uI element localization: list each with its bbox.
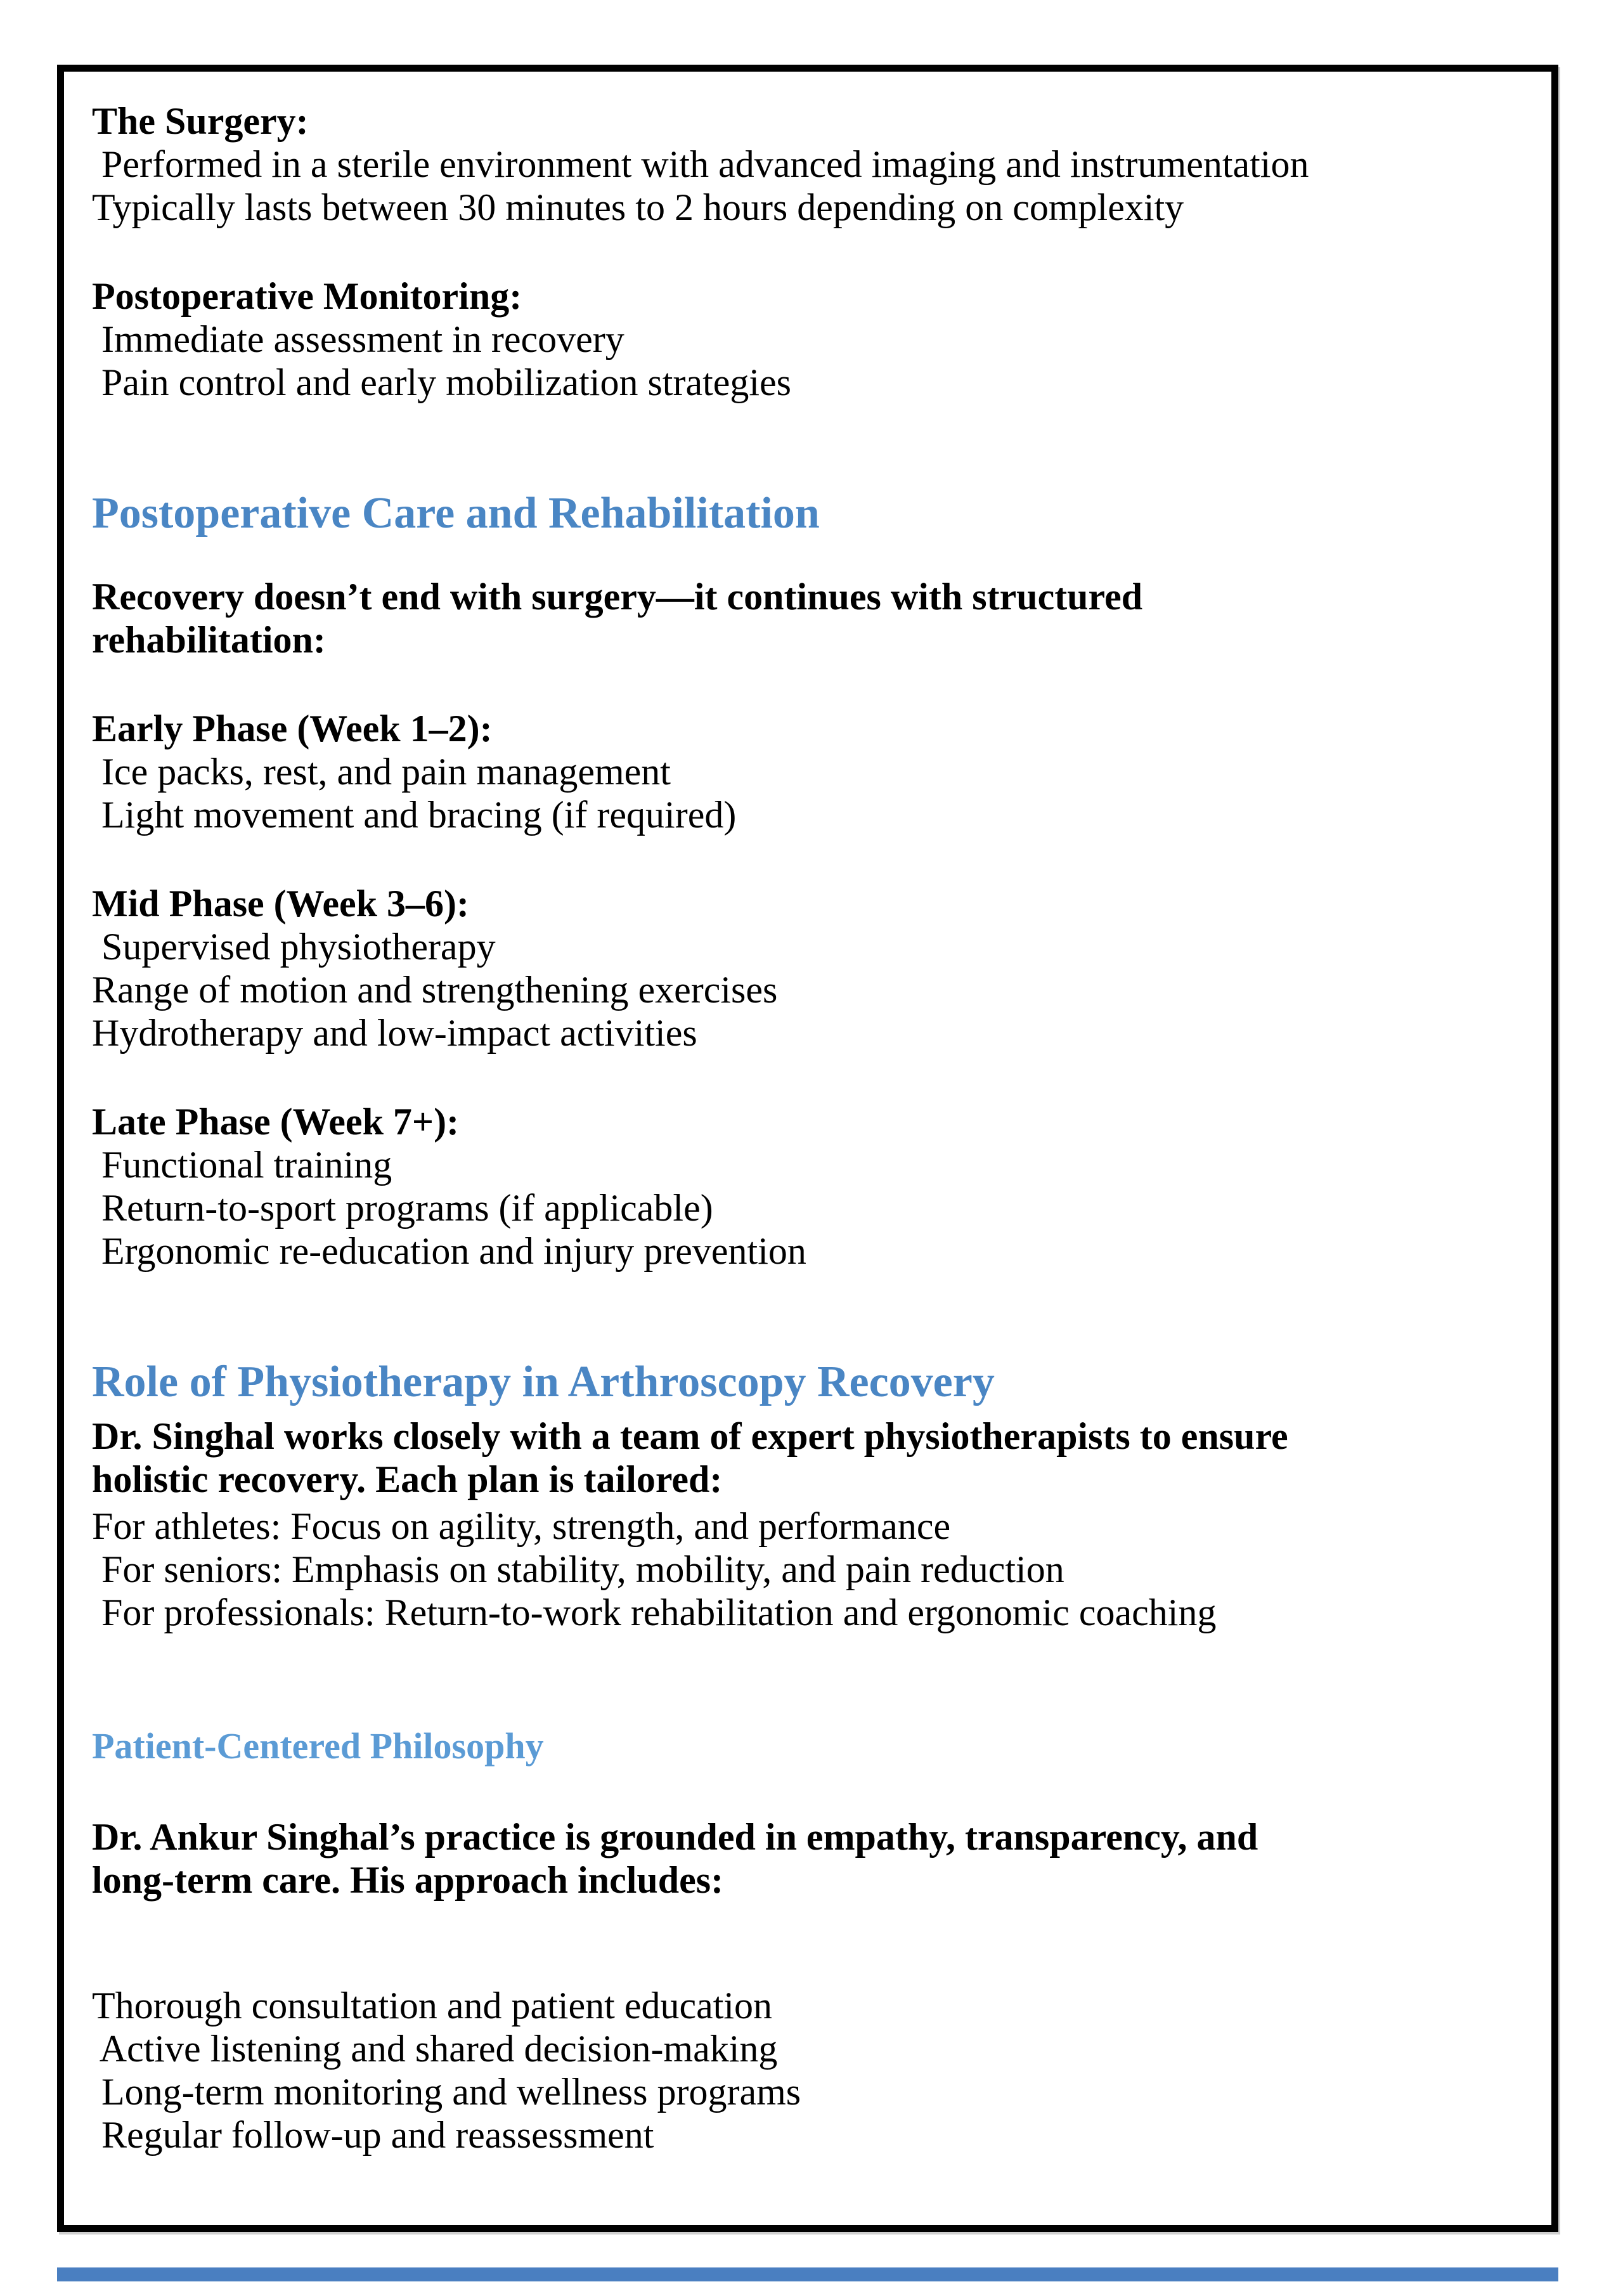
- text-line: Dr. Singhal works closely with a team of expert physiotherapists to ensure: [92, 1415, 1288, 1457]
- paragraph: [92, 1984, 1535, 2157]
- text-line: For seniors: Emphasis on stability, mobility, and pain reduction: [92, 1548, 1064, 1590]
- text-line: Dr. Ankur Singhal’s practice is grounded in empathy, transparency, and: [92, 1816, 1258, 1858]
- text-line: Early Phase (Week 1–2):: [92, 708, 493, 749]
- text-line: Ice packs, rest, and pain management: [92, 751, 671, 793]
- paragraph: [92, 882, 1535, 1054]
- text-line: Performed in a sterile environment with advanced imaging and instrumentation: [92, 143, 1309, 185]
- text-line: Pain control and early mobilization strategies: [92, 361, 792, 403]
- subsection-heading: Patient-Centered Philosophy: [92, 1725, 544, 1767]
- footer-accent-bar: [57, 2267, 1558, 2281]
- text-line: Recovery doesn’t end with surgery—it continues with structured: [92, 576, 1143, 618]
- text-line: Thorough consultation and patient education: [92, 1985, 773, 2027]
- text-line: Supervised physiotherapy: [92, 926, 496, 968]
- paragraph: [92, 100, 1535, 229]
- text-line: Immediate assessment in recovery: [92, 318, 624, 360]
- paragraph: [92, 1505, 1535, 1634]
- text-line: Active listening and shared decision-making: [92, 2028, 778, 2070]
- text-line: Regular follow-up and reassessment: [92, 2114, 654, 2156]
- text-line: Late Phase (Week 7+):: [92, 1101, 460, 1143]
- paragraph: [92, 1815, 1535, 1902]
- text-line: Range of motion and strengthening exercises: [92, 969, 778, 1011]
- text-line: holistic recovery. Each plan is tailored:: [92, 1458, 723, 1500]
- content-box: [57, 65, 1558, 2232]
- text-line: long-term care. His approach includes:: [92, 1859, 724, 1901]
- text-line: rehabilitation:: [92, 619, 326, 661]
- text-line: Long-term monitoring and wellness programs: [92, 2071, 801, 2113]
- text-line: For professionals: Return-to-work rehabilitation and ergonomic coaching: [92, 1592, 1217, 1633]
- paragraph: [92, 275, 1535, 404]
- paragraph: [92, 1100, 1535, 1273]
- text-line: Return-to-sport programs (if applicable): [92, 1187, 713, 1229]
- text-line: Ergonomic re-education and injury prevention: [92, 1230, 806, 1272]
- text-line: Typically lasts between 30 minutes to 2 hours depending on complexity: [92, 186, 1184, 228]
- section-heading: Postoperative Care and Rehabilitation: [92, 489, 820, 538]
- text-line: The Surgery:: [92, 100, 309, 142]
- paragraph: [92, 1415, 1535, 1501]
- document-content: [64, 72, 1551, 2225]
- text-line: Light movement and bracing (if required): [92, 794, 737, 836]
- paragraph: [92, 707, 1535, 836]
- text-line: Postoperative Monitoring:: [92, 275, 522, 317]
- text-line: Functional training: [92, 1144, 392, 1186]
- text-line: For athletes: Focus on agility, strength, and performance: [92, 1505, 951, 1547]
- paragraph: [92, 575, 1535, 661]
- text-line: Hydrotherapy and low-impact activities: [92, 1012, 697, 1054]
- section-heading: Role of Physiotherapy in Arthroscopy Recovery: [92, 1358, 995, 1406]
- text-line: Mid Phase (Week 3–6):: [92, 883, 469, 924]
